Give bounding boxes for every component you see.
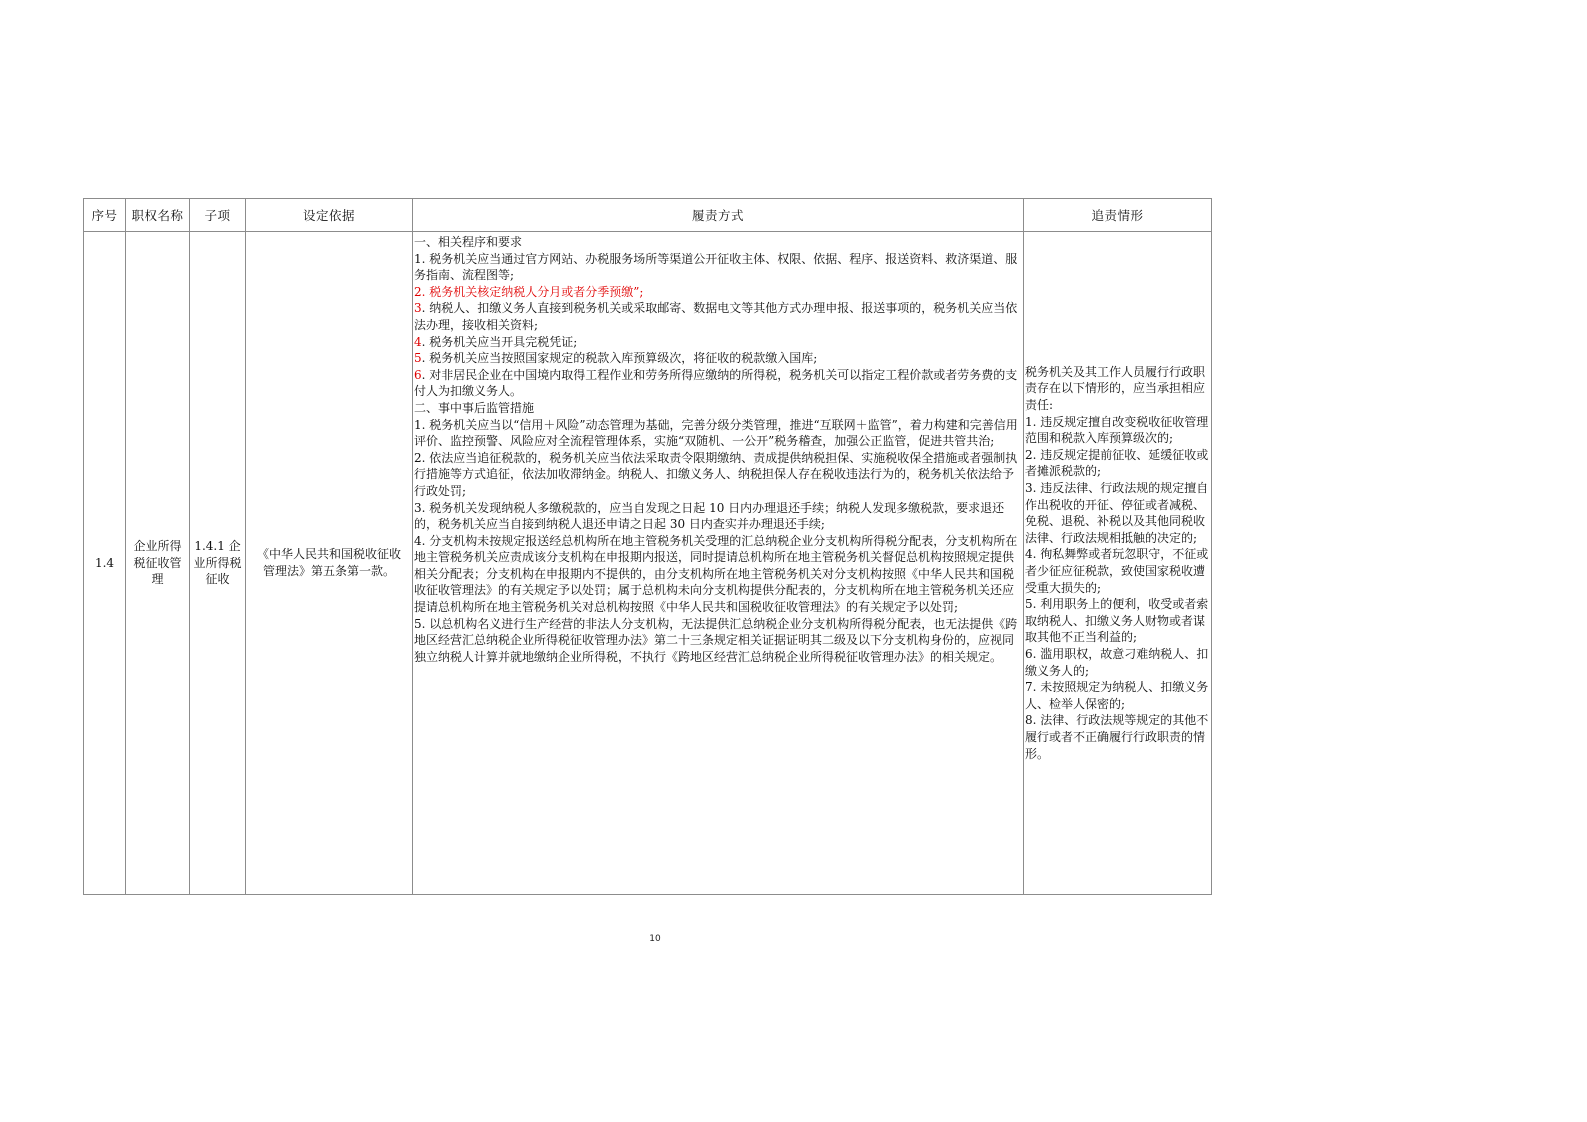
accountability-list (1025, 364, 1210, 762)
accountability-line: 4. 徇私舞弊或者玩忽职守，不征或者少征应征税款，致使国家税收遭受重大损失的; (1025, 547, 1209, 595)
method-line (414, 400, 1022, 417)
method-line-text: 1. 税务机关应当通过官方网站、办税服务场所等渠道公开征收主体、权限、依据、程序、报送资料、救济渠道、服务指南、流程图等; (414, 251, 1018, 283)
header-power-name: 职权名称 (126, 199, 190, 232)
cell-no: 1.4 (84, 232, 126, 895)
responsibility-table (83, 198, 1212, 895)
method-line-text: 3. 税务机关发现纳税人多缴税款的，应当自发现之日起 10 日内办理退还手续；纳税人发现多缴税款，要求退还的，税务机关应当自接到纳税人退还申请之日起 30 日内查实并办理退还手续; (414, 500, 1005, 532)
accountability-line: 6. 滥用职权，故意刁难纳税人、扣缴义务人的; (1025, 646, 1209, 678)
method-line-text: 一、相关程序和要求 (414, 235, 523, 249)
accountability-line: 税务机关及其工作人员履行行政职责存在以下情形的，应当承担相应责任: (1025, 364, 1206, 413)
accountability-line: 1. 违反规定擅自改变税收征收管理范围和税款入库预算级次的; (1025, 414, 1209, 446)
cell-basis: 《中华人民共和国税收征收管理法》第五条第一款。 (246, 232, 413, 895)
method-line-text: 二、事中事后监管措施 (414, 400, 535, 415)
header-no: 序号 (84, 199, 126, 232)
header-accountability: 追责情形 (1024, 199, 1212, 232)
method-line (414, 334, 1022, 351)
method-line (414, 417, 1022, 450)
cell-method (413, 232, 1024, 895)
method-line (414, 350, 1022, 367)
method-list (414, 234, 1022, 665)
method-line (414, 450, 1022, 500)
cell-accountability (1024, 232, 1212, 895)
accountability-line: 5. 利用职务上的便利，收受或者索取纳税人、扣缴义务人财物或者谋取其他不正当利益的; (1025, 597, 1209, 645)
accountability-line: 2. 违反规定提前征收、延缓征收或者摊派税款的; (1025, 447, 1209, 479)
accountability-line: 3. 违反法律、行政法规的规定擅自作出税收的开征、停征或者减税、免税、退税、补税以及其他同税收法律、行政法规相抵触的决定的; (1025, 481, 1209, 545)
method-line (414, 251, 1022, 284)
page-number: 10 (649, 934, 661, 944)
method-line-number: 3 (414, 301, 422, 316)
method-line-text: . 纳税人、扣缴义务人直接到税务机关或采取邮寄、数据电文等其他方式办理申报、报送事项的，税务机关应当依法办理，接收相关资料; (414, 301, 1018, 332)
method-line (414, 616, 1022, 666)
header-sub-item: 子项 (190, 199, 246, 232)
header-method: 履责方式 (413, 199, 1024, 232)
method-line (414, 284, 1022, 301)
header-basis: 设定依据 (246, 199, 413, 232)
table-row (84, 232, 1212, 895)
cell-sub-item: 1.4.1 企业所得税征收 (190, 232, 246, 895)
method-line (414, 367, 1022, 400)
table-header-row (84, 199, 1212, 232)
method-line-text: . 对非居民企业在中国境内取得工程作业和劳务所得应缴纳的所得税，税务机关可以指定工程价款或者劳务费的支付人为扣缴义务人。 (414, 367, 1018, 399)
method-line-text: . 税务机关应当开具完税凭证; (421, 334, 578, 349)
method-line (414, 533, 1022, 616)
method-line-text: 5. 以总机构名义进行生产经营的非法人分支机构，无法提供汇总纳税企业分支机构所得税分配表，也无法提供《跨地区经营汇总纳税企业所得税征收管理办法》第二十三条规定相关证据证明其二级及以下分支机构身份的，应视同独立纳税人计算并就地缴纳企业所得税，不执行《跨地区经营汇总纳税企业所得税征收管理办法》的相关规定。 (414, 616, 1018, 664)
method-line-text: 4. 分支机构未按规定报送经总机构所在地主管税务机关受理的汇总纳税企业分支机构所得税分配表，分支机构所在地主管税务机关应责成该分支机构在申报期内报送，同时提请总机构所在地主管税务机关督促总机构按照规定提供相关分配表；分支机构在申报期内不提供的，由分支机构所在地主管税务机关对分支机构按照《中华人民共和国税收征收管理法》的有关规定予以处罚；属于总机构未向分支机构提供分配表的，分支机构所在地主管税务机关还应提请总机构所在地主管税务机关对总机构按照《中华人民共和国税收征收管理法》的有关规定予以处罚; (414, 533, 1018, 615)
accountability-line: 8. 法律、行政法规等规定的其他不履行或者不正确履行行政职责的情形。 (1025, 713, 1209, 761)
method-line (414, 234, 1022, 251)
method-line-number: 6 (414, 367, 422, 382)
method-line (414, 500, 1022, 533)
method-line-text: 2. 税务机关核定纳税人分月或者分季预缴”; (414, 284, 644, 299)
method-line-text: 2. 依法应当追征税款的，税务机关应当依法采取责令限期缴纳、责成提供纳税担保、实施税收保全措施或者强制执行措施等方式追征，依法加收滞纳金。纳税人、扣缴义务人、纳税担保人存在税收违法行为的，税务机关依法给予行政处罚; (414, 450, 1018, 498)
accountability-line: 7. 未按照规定为纳税人、扣缴义务人、检举人保密的; (1025, 680, 1209, 711)
cell-power-name: 企业所得税征收管理 (126, 232, 190, 895)
method-line-text: . 税务机关应当按照国家规定的税款入库预算级次，将征收的税款缴入国库; (421, 351, 818, 366)
method-line-text: 1. 税务机关应当以“信用＋风险”动态管理为基础，完善分级分类管理，推进“互联网＋监管”，着力构建和完善信用评价、监控预警、风险应对全流程管理体系，实施“双随机、一公开”税务稽查，加强公正监管，促进共管共治; (414, 417, 1018, 449)
method-line-number: 5 (414, 351, 422, 366)
method-line (414, 300, 1022, 333)
method-line-number: 4 (414, 334, 422, 349)
